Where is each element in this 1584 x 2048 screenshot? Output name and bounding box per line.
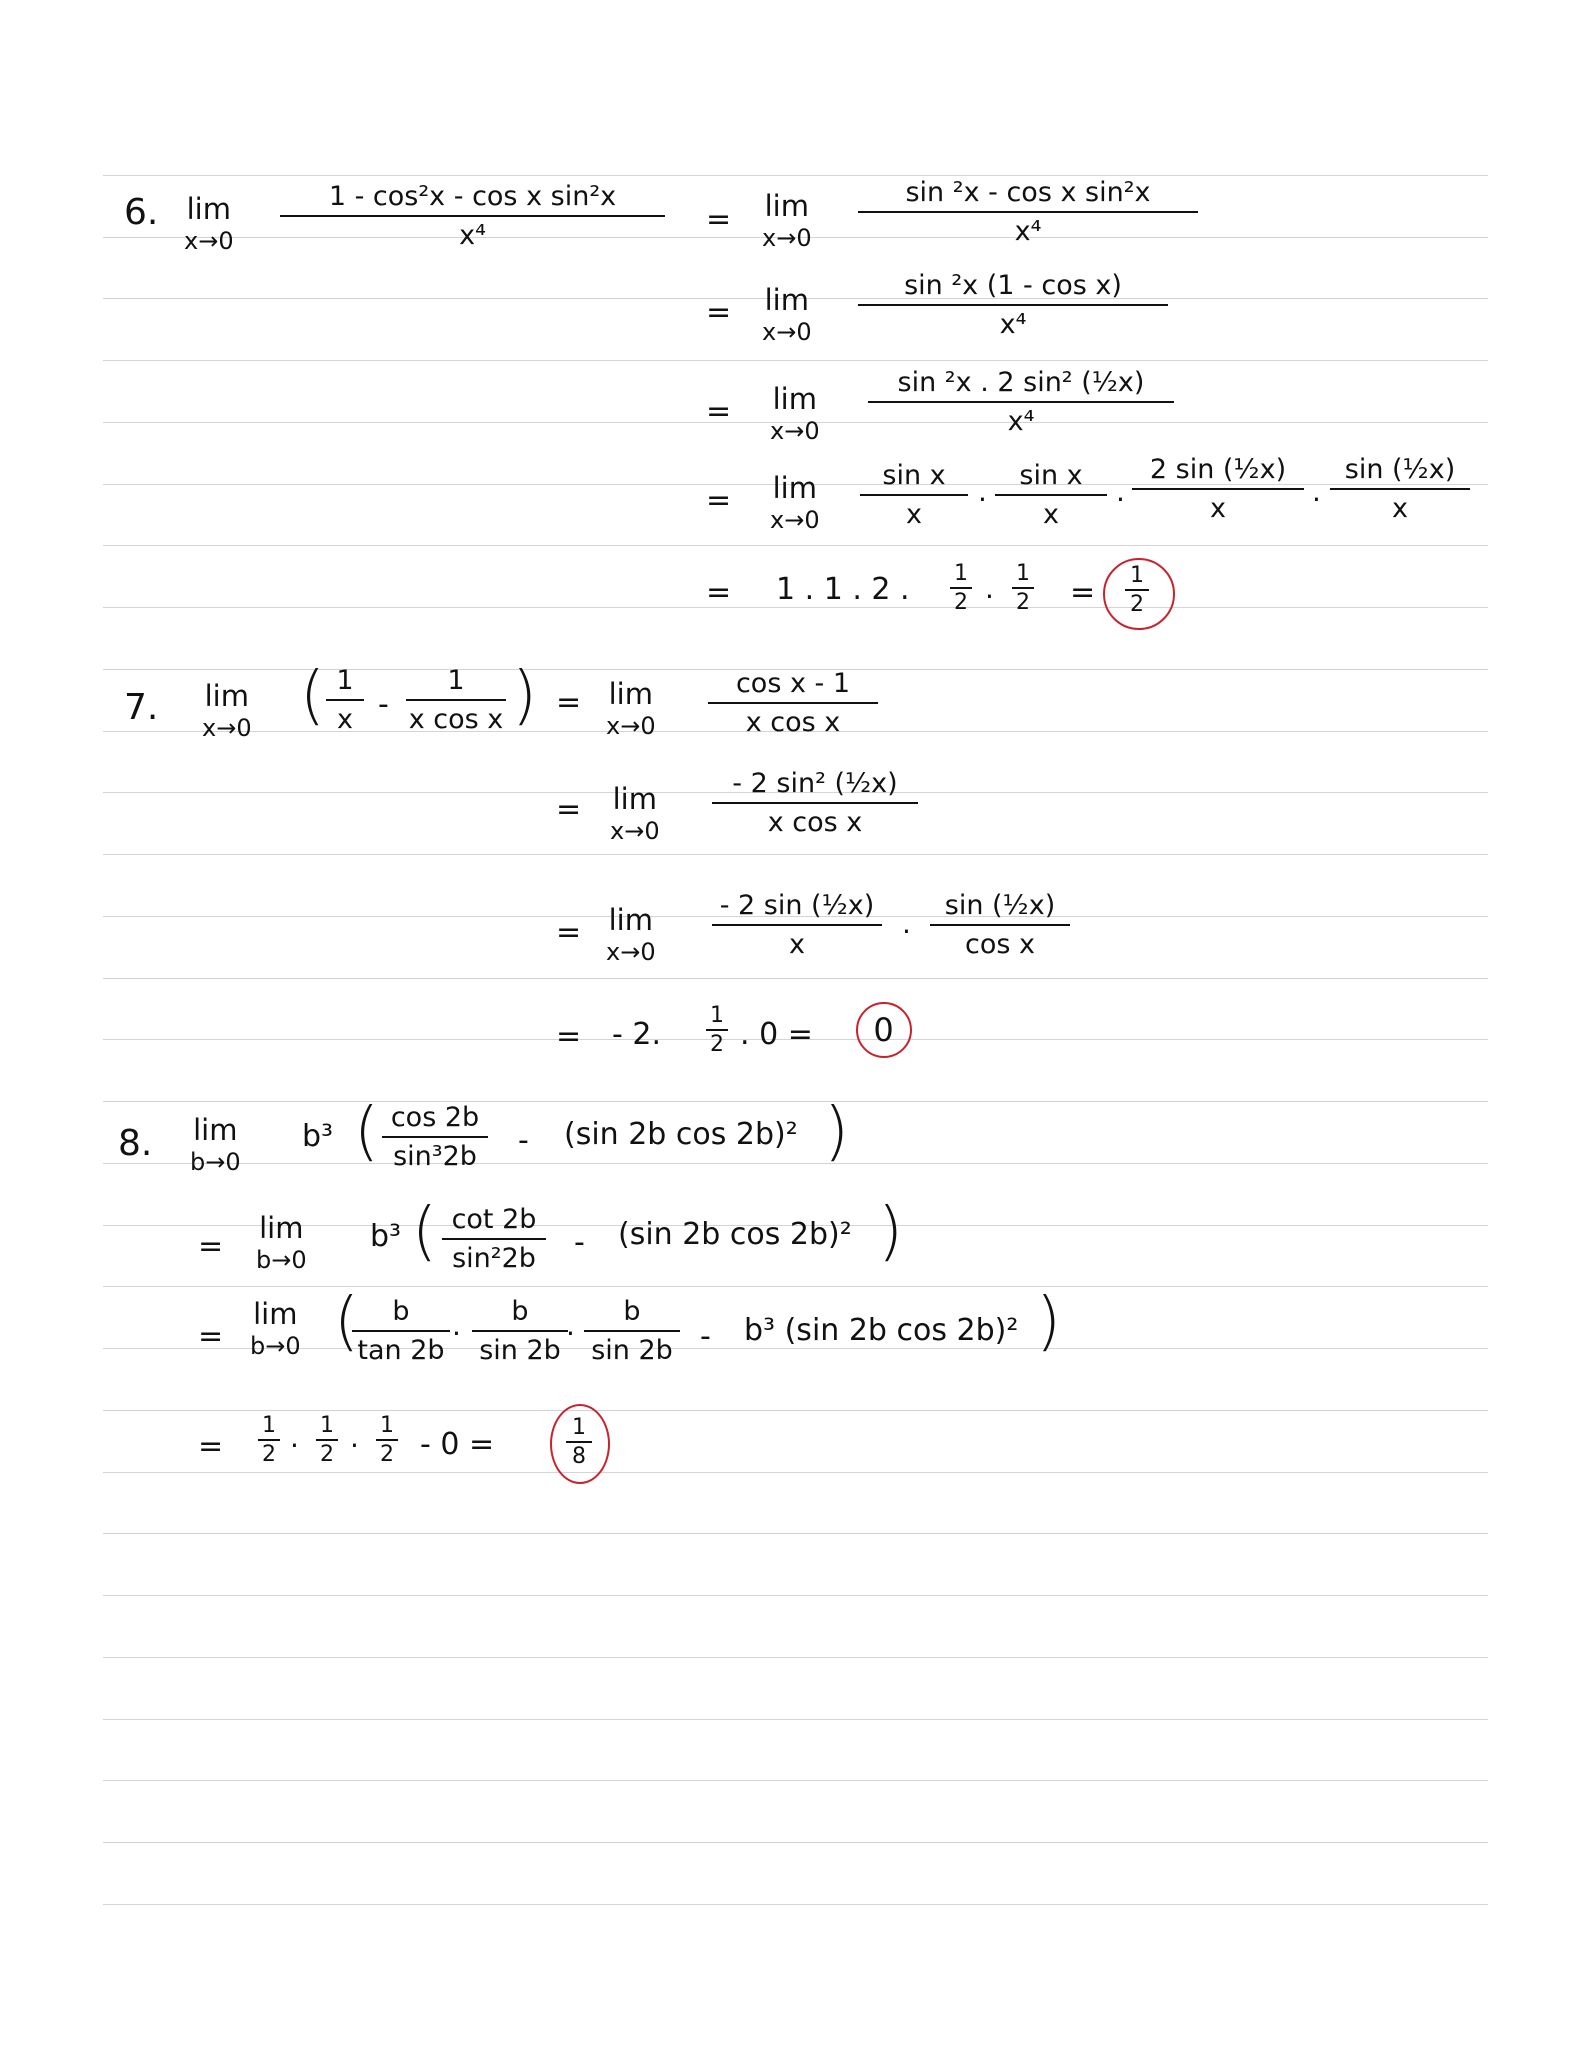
lim-subscript: x→0	[610, 817, 660, 845]
rule-line	[103, 1286, 1488, 1287]
numerator: b	[511, 1296, 529, 1327]
step-factor	[1132, 456, 1304, 524]
half-fraction	[950, 562, 972, 614]
limit-operator	[250, 1297, 301, 1360]
problem-number: 7.	[124, 687, 159, 728]
limit-operator	[762, 283, 812, 346]
b-cubed: b³	[370, 1219, 402, 1254]
numerator: 1 - cos²x - cos x sin²x	[328, 181, 617, 212]
rule-line	[103, 1595, 1488, 1596]
limit-operator	[256, 1211, 307, 1274]
numerator: - 2 sin (½x)	[719, 890, 875, 921]
rule-line	[103, 1533, 1488, 1534]
answer-fraction	[1125, 564, 1149, 616]
equals-sign: =	[198, 1429, 224, 1464]
close-paren: )	[1036, 1285, 1061, 1359]
minus-sign: -	[574, 1225, 585, 1260]
step-fraction	[868, 369, 1174, 437]
numerator: cos 2b	[390, 1102, 480, 1133]
denominator: sin 2b	[479, 1335, 561, 1367]
rule-line	[103, 978, 1488, 979]
half-fraction	[376, 1414, 398, 1466]
numerator: sin (½x)	[944, 890, 1056, 921]
problem-number: 8.	[118, 1123, 153, 1164]
lim-label: lim	[764, 283, 809, 317]
denominator: 2	[262, 1442, 276, 1468]
numerator: 1	[447, 665, 465, 696]
equals-sign: =	[706, 295, 732, 330]
limit-operator	[190, 1113, 241, 1176]
denominator: sin 2b	[591, 1335, 673, 1367]
numerator: 2 sin (½x)	[1149, 454, 1287, 485]
half-fraction	[706, 1004, 728, 1056]
rule-line	[103, 1348, 1488, 1349]
denominator: 2	[380, 1442, 394, 1468]
open-paren: (	[334, 1285, 359, 1359]
numerator: sin ²x - cos x sin²x	[905, 177, 1151, 208]
numerator: 1	[572, 1415, 586, 1440]
squared-term: (sin 2b cos 2b)²	[618, 1217, 852, 1252]
denominator: x	[1392, 493, 1408, 525]
numerator: - 2 sin² (½x)	[732, 768, 898, 799]
denominator: 2	[954, 590, 968, 616]
open-paren: (	[354, 1095, 379, 1169]
limit-operator	[610, 782, 660, 845]
rule-line	[103, 1657, 1488, 1658]
numerator: 1	[710, 1003, 724, 1028]
close-paren: )	[824, 1095, 849, 1169]
denominator: x⁴	[1014, 216, 1042, 248]
numerator: b	[392, 1296, 410, 1327]
limit-operator	[762, 189, 812, 252]
step-factor	[472, 1298, 568, 1366]
equals-sign: =	[198, 1319, 224, 1354]
lim-subscript: x→0	[762, 224, 812, 252]
denominator: x⁴	[1007, 406, 1035, 438]
equals-sign: =	[706, 394, 732, 429]
b-cubed: b³	[302, 1119, 334, 1154]
rule-line	[103, 1472, 1488, 1473]
denominator: 8	[572, 1444, 586, 1470]
lim-subscript: x→0	[770, 506, 820, 534]
lhs-fraction	[326, 667, 364, 735]
lim-subscript: x→0	[606, 712, 656, 740]
lim-label: lim	[253, 1297, 298, 1331]
rule-line	[103, 854, 1488, 855]
numerator: sin (½x)	[1344, 454, 1456, 485]
multiplication-dot: .	[452, 1309, 461, 1342]
denominator: x cos x	[767, 807, 863, 839]
lhs-fraction	[406, 667, 506, 735]
lim-label: lim	[772, 382, 817, 416]
squared-term: b³ (sin 2b cos 2b)²	[744, 1313, 1019, 1348]
numerator: 1	[320, 1413, 334, 1438]
lim-label: lim	[608, 903, 653, 937]
half-fraction	[258, 1414, 280, 1466]
limit-operator	[184, 192, 234, 255]
denominator: x⁴	[459, 220, 486, 252]
limit-operator	[770, 471, 820, 534]
expression: - 0 =	[420, 1427, 495, 1462]
rule-line	[103, 1163, 1488, 1164]
denominator: sin²2b	[452, 1243, 536, 1275]
limit-operator	[202, 679, 252, 742]
lim-subscript: b→0	[256, 1246, 307, 1274]
limit-operator	[770, 382, 820, 445]
denominator: x cos x	[408, 704, 504, 736]
lim-label: lim	[608, 677, 653, 711]
denominator: x⁴	[999, 309, 1027, 341]
multiplication-dot: .	[985, 572, 994, 605]
equals-sign: =	[706, 483, 732, 518]
equals-sign: =	[556, 792, 582, 827]
open-paren: (	[300, 659, 325, 733]
lim-subscript: x→0	[184, 227, 234, 255]
half-fraction	[316, 1414, 338, 1466]
multiplication-dot: .	[902, 907, 911, 940]
equals-sign: =	[556, 1019, 582, 1054]
limit-operator	[606, 677, 656, 740]
numerator: 1	[954, 561, 968, 586]
numerator: sin x	[882, 460, 946, 491]
denominator: x	[789, 929, 805, 961]
lim-label: lim	[259, 1211, 304, 1245]
rule-line	[103, 607, 1488, 608]
lim-label: lim	[772, 471, 817, 505]
denominator: x	[1210, 493, 1226, 525]
step-factor	[712, 892, 882, 960]
rule-line	[103, 1780, 1488, 1781]
denominator: 2	[710, 1032, 724, 1058]
numerator: 1	[262, 1413, 276, 1438]
problem-number: 6.	[124, 192, 159, 233]
denominator: x	[337, 704, 353, 736]
close-paren: )	[512, 659, 537, 733]
numerator: 1	[1130, 563, 1144, 588]
limit-operator	[606, 903, 656, 966]
step-fraction	[858, 272, 1168, 340]
minus-sign: -	[378, 687, 389, 722]
denominator: 2	[1016, 590, 1030, 616]
equals-sign: =	[198, 1229, 224, 1264]
denominator: cos x	[965, 929, 1035, 961]
rule-line	[103, 1842, 1488, 1843]
denominator: 2	[1130, 592, 1144, 618]
expression: . 0 =	[740, 1017, 813, 1052]
answer-value	[856, 1002, 911, 1057]
denominator: x	[1043, 499, 1059, 531]
expression: - 2.	[612, 1017, 661, 1052]
step-factor	[995, 462, 1107, 530]
step-fraction	[858, 179, 1198, 247]
step-factor	[860, 462, 968, 530]
multiplication-dot: .	[978, 475, 987, 508]
step-factor	[930, 892, 1070, 960]
lhs-fraction	[280, 183, 665, 251]
equals-sign: =	[1070, 575, 1096, 610]
lim-subscript: b→0	[250, 1332, 301, 1360]
equals-sign: =	[706, 202, 732, 237]
lim-subscript: x→0	[606, 938, 656, 966]
multiplication-dot: .	[1116, 475, 1125, 508]
squared-term: (sin 2b cos 2b)²	[564, 1117, 798, 1152]
multiplication-dot: .	[1312, 475, 1321, 508]
numerator: cos x - 1	[735, 668, 851, 699]
denominator: x cos x	[745, 707, 841, 739]
numerator: 1	[380, 1413, 394, 1438]
numerator: 1	[1016, 561, 1030, 586]
numerator: sin ²x . 2 sin² (½x)	[897, 367, 1145, 398]
answer-fraction	[566, 1416, 592, 1468]
equals-sign: =	[556, 915, 582, 950]
lim-subscript: b→0	[190, 1148, 241, 1176]
multiplication-dot: .	[566, 1309, 575, 1342]
step-factor	[1330, 456, 1470, 524]
rule-line	[103, 545, 1488, 546]
lim-subscript: x→0	[762, 318, 812, 346]
lhs-fraction	[382, 1104, 488, 1172]
step-factor	[584, 1298, 680, 1366]
rule-line	[103, 1719, 1488, 1720]
rule-line	[103, 175, 1488, 176]
lim-label: lim	[764, 189, 809, 223]
close-paren: )	[878, 1195, 903, 1269]
lim-label: lim	[612, 782, 657, 816]
rule-line	[103, 360, 1488, 361]
rule-line	[103, 1904, 1488, 1905]
equals-sign: =	[706, 575, 732, 610]
step-fraction	[712, 770, 918, 838]
multiplication-dot: .	[350, 1421, 359, 1454]
numerator: cot 2b	[451, 1204, 537, 1235]
step-factor	[352, 1298, 450, 1366]
numerator: 1	[336, 665, 354, 696]
minus-sign: -	[518, 1123, 529, 1158]
denominator: 2	[320, 1442, 334, 1468]
half-fraction	[1012, 562, 1034, 614]
lim-subscript: x→0	[770, 417, 820, 445]
denominator: tan 2b	[357, 1335, 445, 1367]
denominator: sin³2b	[393, 1141, 477, 1173]
lim-label: lim	[204, 679, 249, 713]
rule-line	[103, 1410, 1488, 1411]
answer-text: 0	[873, 1010, 894, 1049]
numerator: sin x	[1019, 460, 1083, 491]
numerator: sin ²x (1 - cos x)	[904, 270, 1122, 301]
step-fraction	[442, 1206, 546, 1274]
multiplication-dot: .	[290, 1421, 299, 1454]
rule-line	[103, 1101, 1488, 1102]
lim-label: lim	[193, 1113, 238, 1147]
numerator: b	[623, 1296, 641, 1327]
equals-sign: =	[556, 685, 582, 720]
step-fraction	[708, 670, 878, 738]
expression: 1 . 1 . 2 .	[776, 572, 910, 607]
lim-label: lim	[186, 192, 231, 226]
minus-sign: -	[700, 1319, 711, 1354]
open-paren: (	[412, 1195, 437, 1269]
denominator: x	[906, 499, 922, 531]
lim-subscript: x→0	[202, 714, 252, 742]
